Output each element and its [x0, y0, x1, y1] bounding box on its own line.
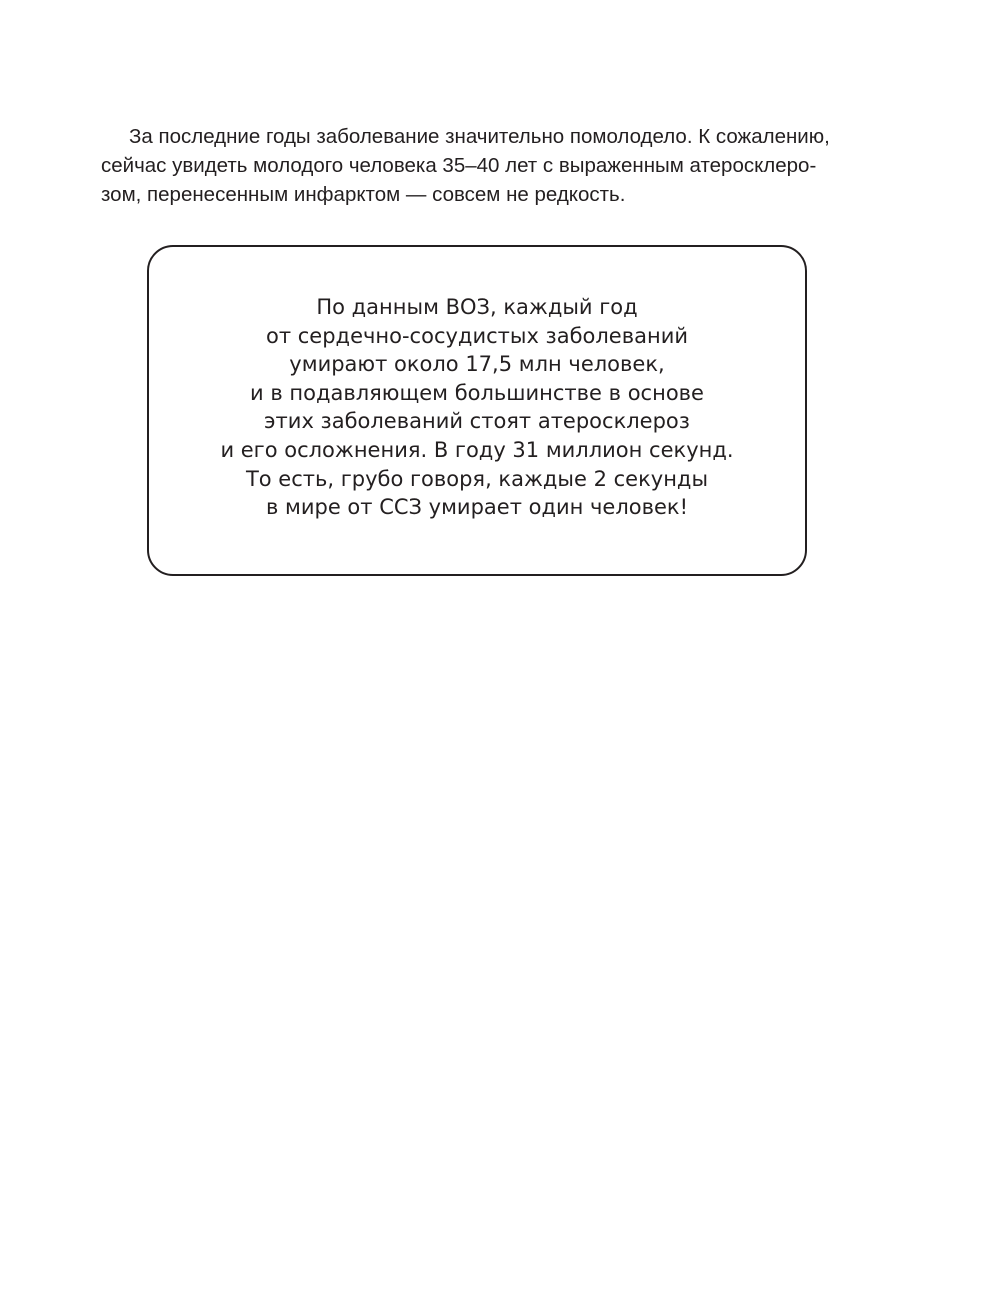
callout-line: от сердечно-сосудистых заболеваний [266, 323, 688, 348]
callout-line: и его осложнения. В году 31 миллион секунд. [220, 437, 734, 462]
callout-box [147, 245, 807, 576]
callout-line: и в подавляющем большинстве в основе [250, 380, 704, 405]
callout-line: умирают около 17,5 млн человек, [289, 352, 665, 377]
paragraph-line: зом, перенесенным инфарктом — совсем не редкость. [101, 183, 626, 206]
callout-text [149, 293, 805, 522]
callout-line: в мире от ССЗ умирает один человек! [265, 495, 689, 520]
callout-line: этих заболеваний стоят атеросклероз [264, 409, 690, 434]
paragraph-line: За последние годы заболевание значительно помолодело. К сожалению, [129, 125, 830, 148]
callout-line: То есть, грубо говоря, каждые 2 секунды [245, 466, 709, 491]
paragraph-line: сейчас увидеть молодого человека 35–40 лет с выраженным атеросклеро- [101, 154, 817, 177]
callout-line: По данным ВОЗ, каждый год [316, 295, 638, 319]
body-paragraph [101, 122, 866, 209]
